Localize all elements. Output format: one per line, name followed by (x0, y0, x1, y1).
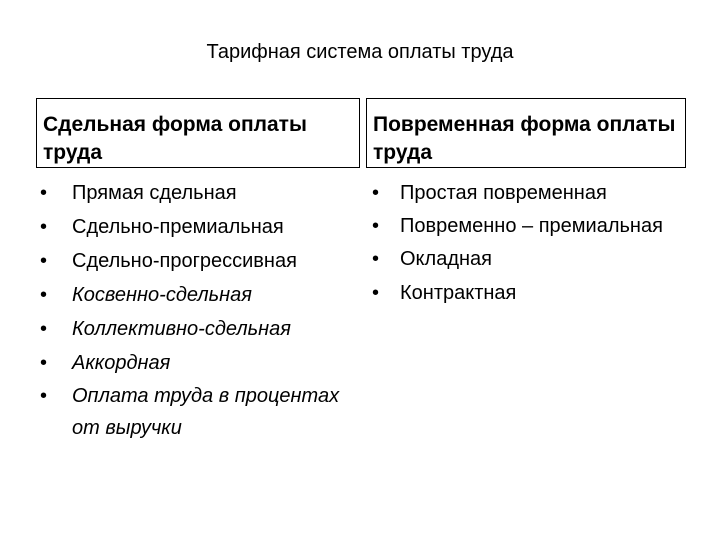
list-item-text: Повременно – премиальная (400, 215, 663, 237)
bullet-icon: • (40, 216, 48, 238)
list-item (36, 346, 360, 380)
piecework-list (36, 176, 360, 444)
piecework-column (36, 98, 360, 444)
list-item (36, 176, 360, 210)
list-item-text: Аккордная (72, 352, 171, 374)
list-item-text: Прямая сдельная (72, 182, 237, 204)
list-item (366, 210, 686, 242)
bullet-icon: • (372, 215, 380, 237)
bullet-icon: • (372, 248, 380, 270)
list-item (366, 276, 686, 310)
bullet-icon: • (40, 284, 48, 306)
bullet-icon: • (40, 385, 48, 407)
bullet-icon: • (372, 282, 380, 304)
time-based-column (366, 98, 686, 310)
list-item (36, 278, 360, 312)
list-item-text: Сдельно-премиальная (72, 216, 284, 238)
list-item-text: Окладная (400, 248, 492, 270)
list-item (36, 210, 360, 244)
slide-title: Тарифная система оплаты труда (206, 41, 514, 63)
bullet-icon: • (40, 352, 48, 374)
bullet-icon: • (40, 318, 48, 340)
time-based-heading: Повременная форма оплаты труда (366, 98, 686, 168)
list-item (36, 312, 360, 346)
list-item (366, 176, 686, 210)
list-item (366, 242, 686, 276)
bullet-icon: • (40, 182, 48, 204)
list-item-text: Простая повременная (400, 182, 607, 204)
list-item (36, 380, 360, 444)
list-item-text: Контрактная (400, 282, 517, 304)
list-item (36, 244, 360, 278)
list-item-text: Сдельно-прогрессивная (72, 250, 297, 272)
bullet-icon: • (372, 182, 380, 204)
piecework-heading: Сдельная форма оплаты труда (36, 98, 360, 168)
bullet-icon: • (40, 250, 48, 272)
list-item-text: Косвенно-сдельная (72, 284, 252, 306)
time-based-list (366, 176, 686, 310)
list-item-text: Оплата труда в процентах от выручки (72, 385, 340, 439)
list-item-text: Коллективно-сдельная (72, 318, 291, 340)
